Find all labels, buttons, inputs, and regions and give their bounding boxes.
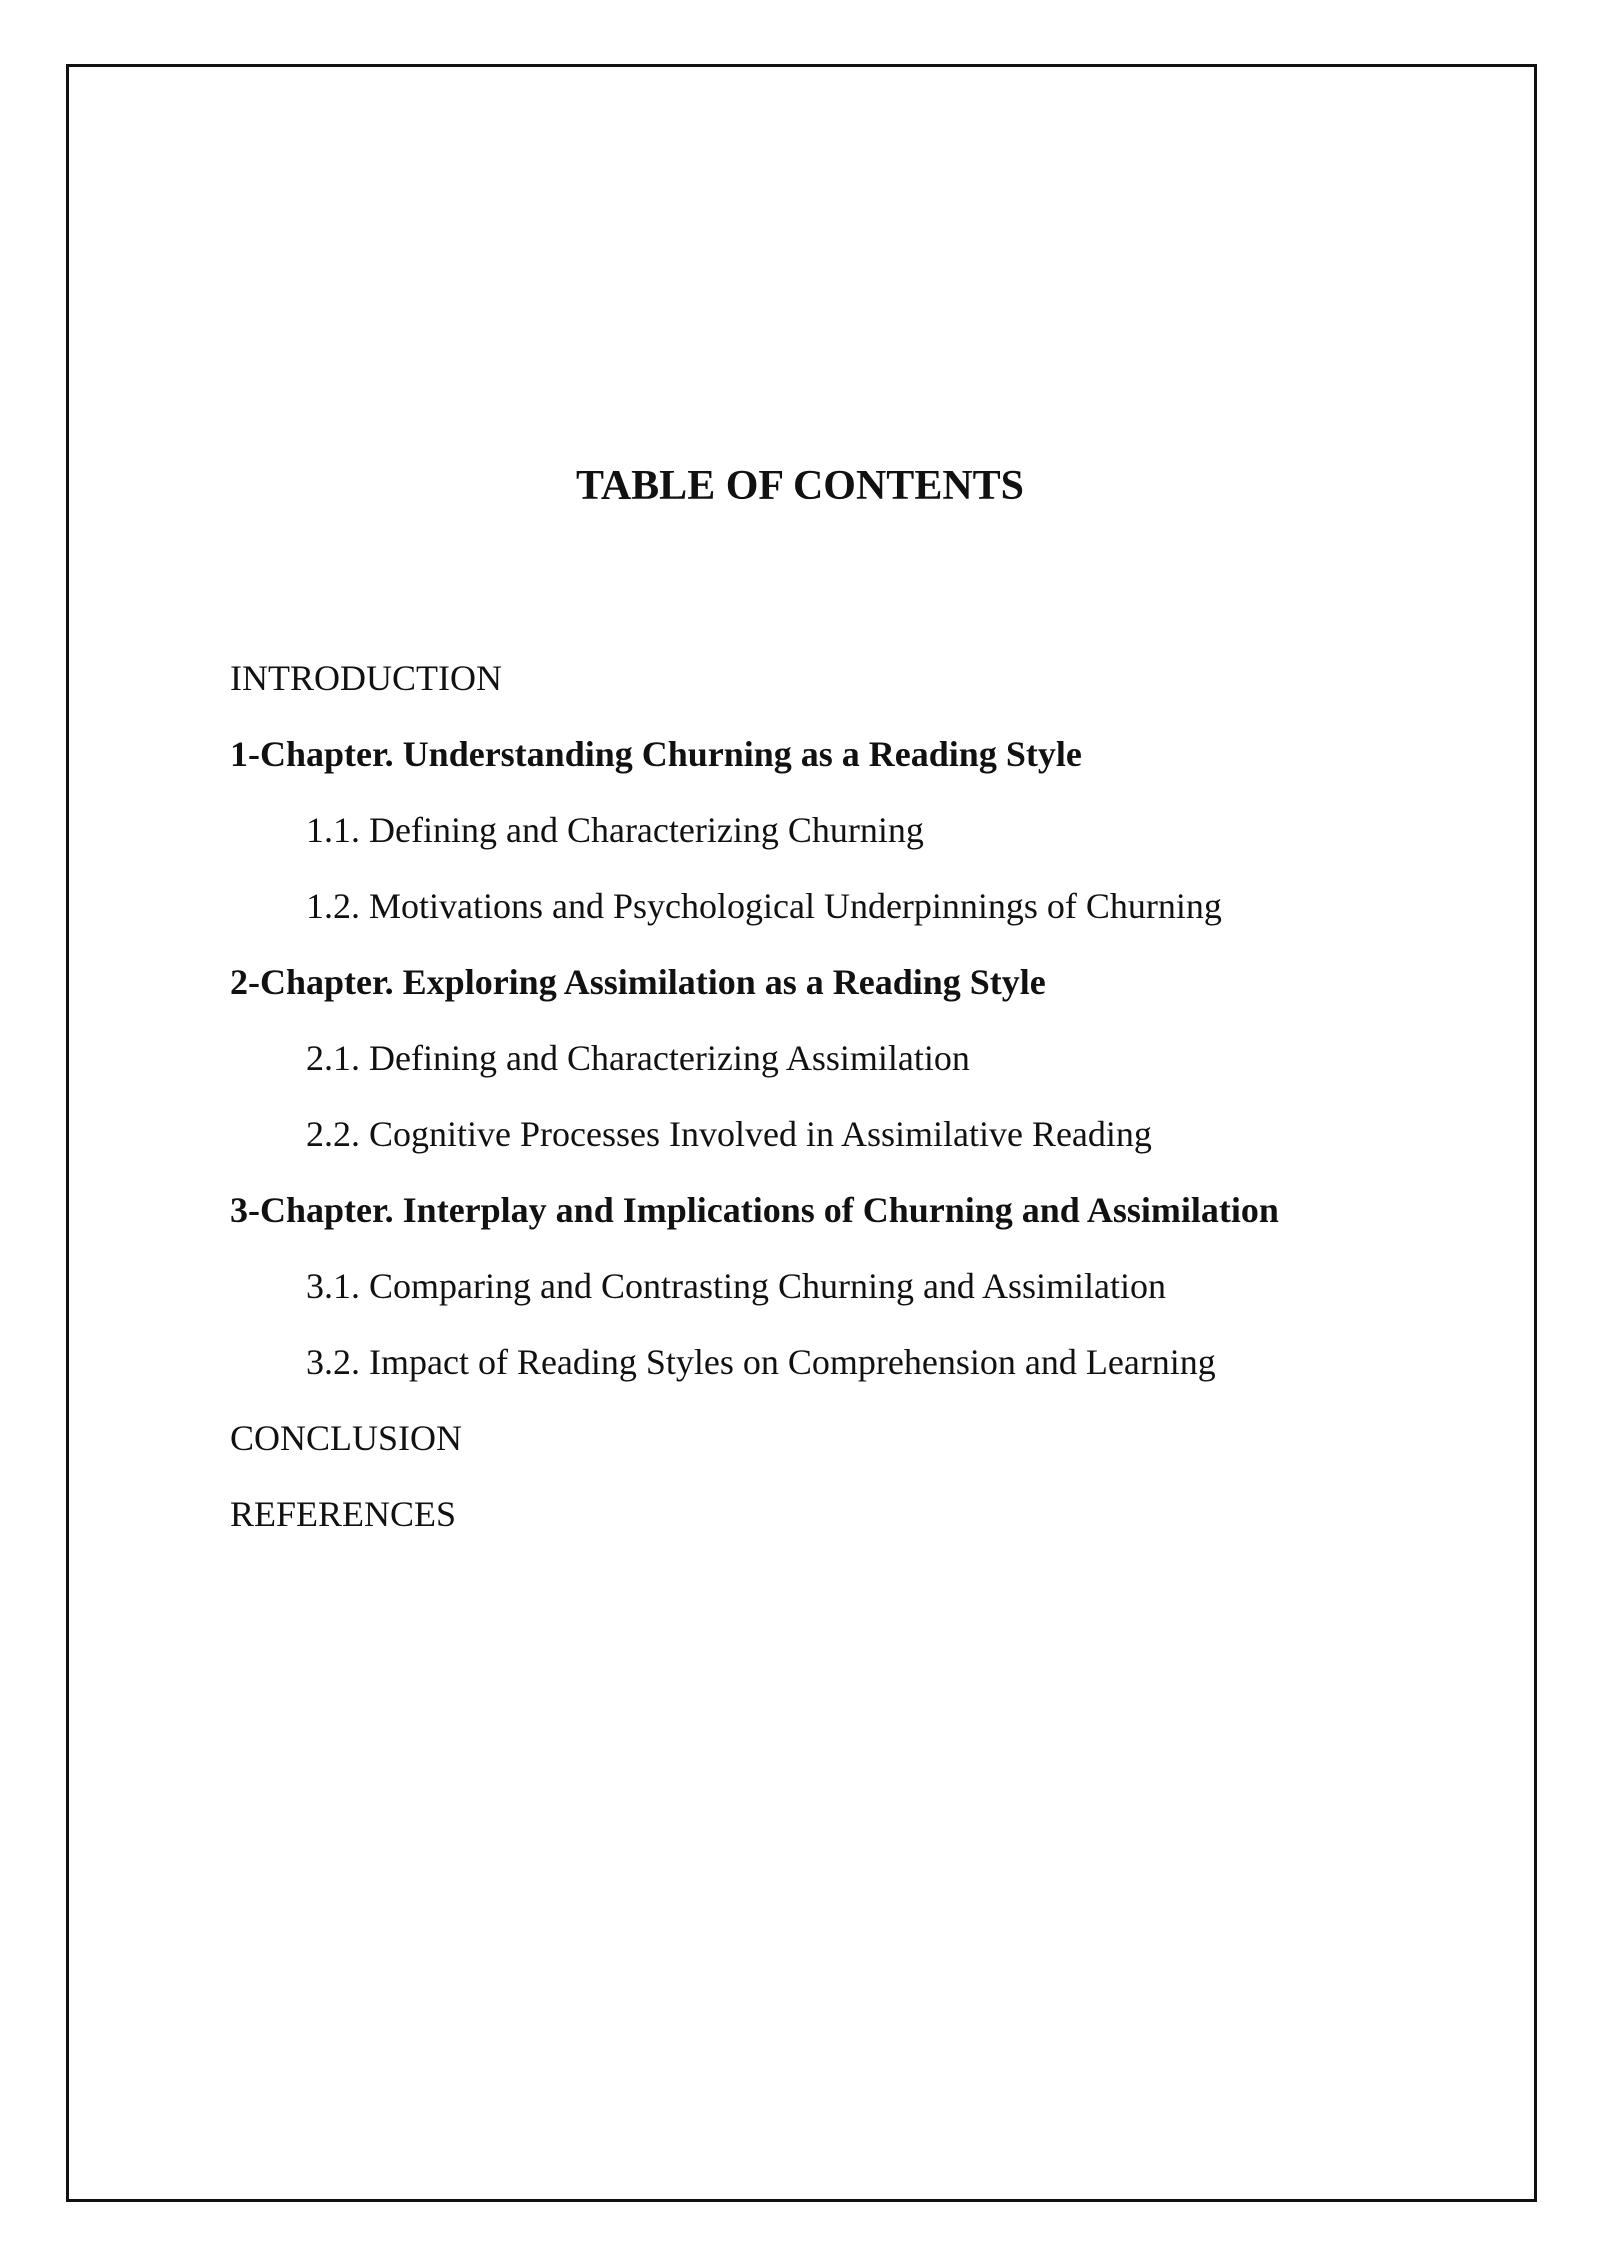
toc-entry-conclusion: CONCLUSION [230, 1418, 463, 1458]
toc-entry-section-2-1: 2.1. Defining and Characterizing Assimilation [306, 1038, 970, 1078]
toc-entry-section-3-2: 3.2. Impact of Reading Styles on Comprehension and Learning [306, 1342, 1216, 1382]
toc-list [230, 640, 1279, 1552]
toc-entry-references: REFERENCES [230, 1494, 457, 1534]
toc-entry-section-1-1: 1.1. Defining and Characterizing Churning [306, 810, 924, 850]
toc-entry-chapter-3: 3-Chapter. Interplay and Implications of Churning and Assimilation [230, 1190, 1279, 1230]
toc-entry-chapter-1: 1-Chapter. Understanding Churning as a Reading Style [230, 734, 1082, 774]
toc-entry-section-3-1: 3.1. Comparing and Contrasting Churning and Assimilation [306, 1266, 1166, 1306]
toc-entry-section-2-2: 2.2. Cognitive Processes Involved in Assimilative Reading [306, 1114, 1152, 1154]
toc-entry-introduction: INTRODUCTION [230, 658, 502, 698]
toc-entry-chapter-2: 2-Chapter. Exploring Assimilation as a Reading Style [230, 962, 1046, 1002]
page-title: TABLE OF CONTENTS [575, 463, 1025, 509]
toc-entry-section-1-2: 1.2. Motivations and Psychological Underpinnings of Churning [306, 886, 1222, 926]
